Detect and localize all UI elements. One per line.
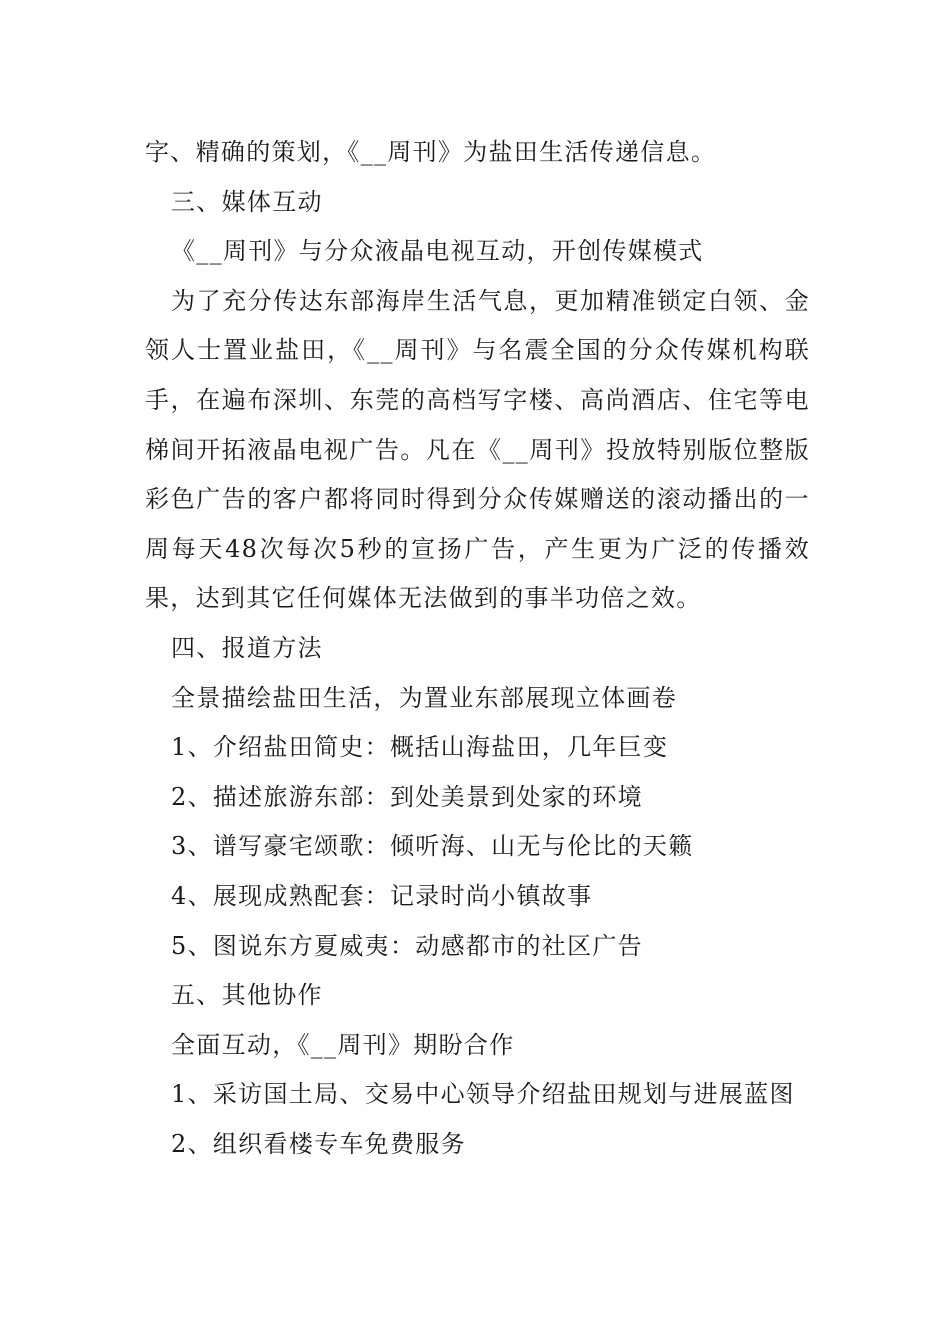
list-item: 3、谱写豪宅颂歌：倾听海、山无与伦比的天籁 <box>171 832 694 861</box>
section-heading-media-interaction: 三、媒体互动 <box>171 187 323 216</box>
list-item: 5、图说东方夏威夷：动感都市的社区广告 <box>171 931 643 960</box>
list-item: 2、组织看楼专车免费服务 <box>171 1129 466 1158</box>
section-heading-other-cooperation: 五、其他协作 <box>171 981 323 1010</box>
list-item: 1、介绍盐田简史：概括山海盐田，几年巨变 <box>171 733 669 762</box>
document-body <box>145 128 810 1169</box>
subheading-other-cooperation: 全面互动，《__周刊》期盼合作 <box>171 1030 515 1059</box>
list-item: 4、展现成熟配套：记录时尚小镇故事 <box>171 881 593 910</box>
subheading-reporting-method: 全景描绘盐田生活，为置业东部展现立体画卷 <box>171 683 677 712</box>
list-item: 1、采访国土局、交易中心领导介绍盐田规划与进展蓝图 <box>171 1080 795 1109</box>
subheading-media-interaction: 《__周刊》与分众液晶电视互动，开创传媒模式 <box>171 237 704 266</box>
paragraph-media-interaction: 为了充分传达东部海岸生活气息，更加精准锁定白领、金领人士置业盐田，《__周刊》与名震全国的分众传媒机构联手，在遍布深圳、东莞的高档写字楼、高尚酒店、住宅等电梯间开拓液晶电视广告。凡在《__周刊》投放特别版位整版彩色广告的客户都将同时得到分众传媒赠送的滚动播出的一周每天48次每次5秒的宣扬广告，产生更为广泛的传播效果，达到其它任何媒体无法做到的事半功倍之效。 <box>145 286 810 613</box>
section-heading-reporting-method: 四、报道方法 <box>171 633 323 662</box>
paragraph-continuation: 字、精确的策划，《__周刊》为盐田生活传递信息。 <box>145 138 717 166</box>
list-item: 2、描述旅游东部：到处美景到处家的环境 <box>171 782 643 811</box>
